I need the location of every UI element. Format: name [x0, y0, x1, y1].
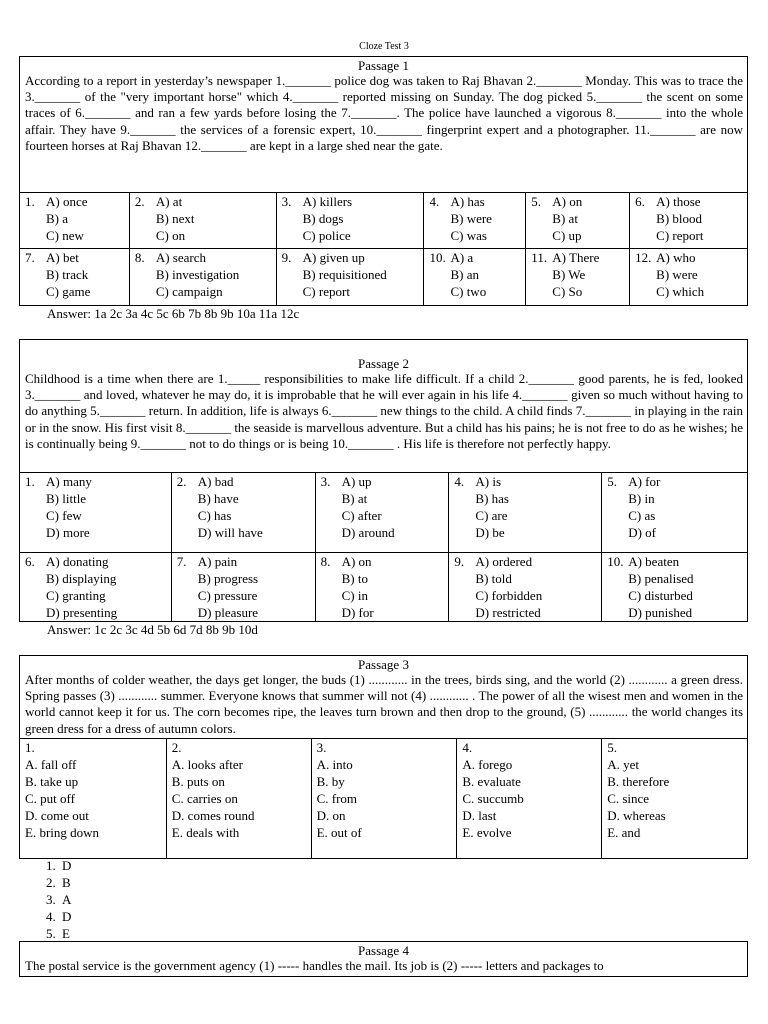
option-text: A) pain [197, 554, 238, 569]
option-text: C) game [46, 284, 91, 299]
answer-value: E [62, 926, 70, 941]
option-text: C. carries on [171, 791, 238, 806]
option-text: B. take up [25, 774, 79, 789]
question-number: 11. [531, 250, 548, 265]
options-row [20, 193, 748, 249]
question-number [25, 210, 46, 227]
option-text: E. out of [316, 825, 362, 840]
answer-number: 5. [46, 926, 56, 941]
option-text: E. deals with [171, 825, 240, 840]
option-text: B) has [475, 491, 509, 506]
question-options [424, 193, 526, 248]
question-number: 7. [176, 554, 187, 569]
question-number [531, 283, 552, 300]
question-number: 6. [25, 554, 35, 569]
question-number [25, 266, 46, 283]
question-number: 1. [25, 194, 35, 209]
question-number: 4. [429, 194, 440, 209]
passage-3-text: After months of colder weather, the days get longer, the buds (1) ............ in the trees, birds sing, and the world (2) ............ a green dress. Spring passes (3) ............ summer. Everyone knows that summer will not (4) ............ . The power of all the wisest men and women in the world cannot keep it for us. The corn becomes ripe, the leaves turn brown and then drop to the ground, (5) ............ the world changes its green dress for a dress of autumn colors. [25, 672, 743, 736]
question-options [20, 739, 167, 858]
option-text: C) on [155, 228, 186, 243]
option-text: B) penalised [628, 571, 694, 586]
question-number [607, 570, 628, 587]
option-text: A) those [656, 194, 701, 209]
question-number [531, 210, 552, 227]
option-text: A) who [656, 250, 696, 265]
option-text: D. come out [25, 808, 89, 823]
option-text: D. comes round [171, 808, 255, 823]
option-text: B. by [316, 774, 345, 789]
option-text: A) once [46, 194, 88, 209]
option-text: B) little [46, 491, 87, 506]
answer-item [46, 908, 71, 925]
question-number [454, 524, 475, 541]
option-text: B) requisitioned [302, 267, 387, 282]
answer-item [46, 874, 71, 891]
option-text: D) more [46, 525, 90, 540]
option-text: A) donating [46, 554, 109, 569]
question-options [602, 739, 748, 858]
passage-1-answer: Answer: 1a 2c 3a 4c 5c 6b 7b 8b 9b 10a 11a 12c [47, 306, 300, 321]
option-text: C) disturbed [628, 588, 693, 603]
option-text: B) We [552, 267, 586, 282]
question-number [607, 507, 628, 524]
question-number [135, 266, 156, 283]
question-number [429, 210, 450, 227]
question-number [177, 507, 198, 524]
option-text: A. yet [607, 757, 639, 772]
option-text: D) presenting [46, 605, 118, 620]
question-number: 2. [176, 474, 187, 489]
answer-value: A [62, 892, 72, 907]
option-text: B) told [475, 571, 512, 586]
option-text: B) a [46, 211, 69, 226]
question-number: 9. [281, 250, 292, 265]
option-text: B) an [450, 267, 479, 282]
option-text: C) up [552, 228, 582, 243]
passage-3-options [19, 738, 748, 859]
option-text: C. from [316, 791, 358, 806]
passage-2-answer: Answer: 1c 2c 3c 4d 5b 6d 7d 8b 9b 10d [47, 622, 258, 637]
option-text: C) police [302, 228, 351, 243]
question-number: 8. [134, 250, 145, 265]
option-text: A) is [475, 474, 502, 489]
option-text: A. into [316, 757, 353, 772]
option-text: C) has [197, 508, 232, 523]
question-number [177, 587, 198, 604]
passage-3-box [19, 655, 748, 739]
question-options [20, 193, 130, 248]
question-number [282, 227, 303, 244]
question-number [25, 490, 46, 507]
question-number [429, 227, 450, 244]
option-text: C) was [450, 228, 487, 243]
answer-value: D [62, 858, 72, 873]
question-number [25, 587, 46, 604]
question-options [20, 553, 172, 621]
option-text: D. last [462, 808, 497, 823]
option-text: A) bet [46, 250, 79, 265]
option-text: C. succumb [462, 791, 524, 806]
question-options [526, 249, 630, 305]
option-text: D) punished [628, 605, 693, 620]
question-number: 4. [454, 474, 465, 489]
option-text: B) to [341, 571, 368, 586]
question-options [312, 739, 458, 858]
question-options [457, 739, 602, 858]
question-number: 9. [454, 554, 465, 569]
question-number [177, 490, 198, 507]
question-options [130, 249, 277, 305]
option-text: D) around [341, 525, 395, 540]
passage-1-text: According to a report in yesterday’s newspaper 1._______ police dog was taken to Raj Bhavan 2._______ Monday. This was to trace the 3._______ of the "very important horse" which 4._______ reported missing on Sunday. The dog picked 5._______ the scent on some traces of 6._______ and ran a few yards before losing the 7._______. The police have launched a vigorous 8._______ into the whole affair. They have 9._______ the services of a forensic expert, 10._______ fingerprint expert and a photographer. 11._______ are now fourteen horses at Raj Bhavan 12._______ are kept in a large shed near the gate. [25, 73, 743, 153]
option-text: C) report [302, 284, 350, 299]
question-number [321, 604, 342, 621]
question-options [449, 473, 602, 552]
option-text: B) blood [656, 211, 703, 226]
question-number: 10. [429, 250, 446, 265]
question-number: 5. [531, 194, 542, 209]
passage-2-options [19, 472, 748, 622]
question-number: 1. [25, 474, 35, 489]
question-number [635, 266, 656, 283]
option-text: B. evaluate [462, 774, 521, 789]
answer-item [46, 925, 71, 942]
option-text: A) many [46, 474, 92, 489]
option-text: A) for [628, 474, 661, 489]
question-number [429, 283, 450, 300]
option-text: B) at [552, 211, 578, 226]
option-text: D. on [316, 808, 346, 823]
question-number [531, 266, 552, 283]
question-number: 2. [171, 740, 182, 755]
option-text: D) restricted [475, 605, 541, 620]
question-options [526, 193, 630, 248]
question-options [172, 553, 316, 621]
question-number: 12. [635, 250, 652, 265]
question-number [635, 210, 656, 227]
question-number [25, 524, 46, 541]
option-text: D) of [628, 525, 656, 540]
option-text: A) There [552, 250, 600, 265]
options-row [20, 739, 748, 859]
passage-2-text: Childhood is a time when there are 1._____ responsibilities to make life difficult. If a child 2._______ good parents, he is fed, looked 3._______ and loved, whatever he may do, it is improbable that he will ever again in his life 4._______ given so much without having to do anything 5._______ return. In addition, life is always 6._______ new things to the child. A child finds 7._______ in playing in the rain or in the snow. His first visit 8._______ the seaside is marvellous adventure. But a child has his pains; he is not free to do as he wishes; he is continually being 9._______ not to do things or is being 10._______ . His life is therefore not perfectly happy. [25, 371, 744, 451]
option-text: C) granting [46, 588, 106, 603]
passage-3-answers [46, 857, 71, 942]
question-number [135, 283, 156, 300]
option-text: D) for [341, 605, 374, 620]
answer-number: 4. [46, 909, 56, 924]
question-number [607, 490, 628, 507]
question-number [531, 227, 552, 244]
answer-item [46, 857, 71, 874]
option-text: D. whereas [607, 808, 666, 823]
question-options [424, 249, 526, 305]
option-text: C) in [341, 588, 368, 603]
option-text: D) pleasure [197, 605, 259, 620]
question-number [25, 227, 46, 244]
question-number: 10. [607, 554, 624, 569]
question-number [635, 283, 656, 300]
question-number [321, 524, 342, 541]
question-number [135, 227, 156, 244]
question-number [282, 210, 303, 227]
question-number [25, 507, 46, 524]
option-text: C) which [656, 284, 705, 299]
question-options [316, 553, 450, 621]
option-text: C) as [628, 508, 656, 523]
answer-number: 1. [46, 858, 56, 873]
question-options [167, 739, 312, 858]
question-number [177, 524, 198, 541]
question-number: 7. [25, 250, 35, 265]
answer-value: D [62, 909, 72, 924]
option-text: C) So [552, 284, 583, 299]
question-number [321, 490, 342, 507]
question-options [277, 249, 425, 305]
question-number [454, 507, 475, 524]
option-text: C) forbidden [475, 588, 543, 603]
question-number: 8. [320, 554, 331, 569]
question-options [172, 473, 316, 552]
answer-value: B [62, 875, 71, 890]
option-text: A. looks after [171, 757, 243, 772]
question-number [177, 570, 198, 587]
question-number [321, 587, 342, 604]
option-text: C. since [607, 791, 650, 806]
answer-item [46, 891, 71, 908]
question-number: 5. [607, 474, 617, 489]
question-number [177, 604, 198, 621]
question-number: 3. [320, 474, 331, 489]
question-number [607, 587, 628, 604]
option-text: B) were [656, 267, 698, 282]
answer-number: 3. [46, 892, 56, 907]
question-number [454, 604, 475, 621]
passage-4-box [19, 941, 748, 977]
options-row [20, 553, 748, 622]
passage-1-title: Passage 1 [358, 58, 409, 73]
option-text: B) progress [197, 571, 259, 586]
option-text: C) report [656, 228, 704, 243]
passage-1-box [19, 56, 748, 193]
answer-number: 2. [46, 875, 56, 890]
question-number [429, 266, 450, 283]
question-number [321, 507, 342, 524]
options-row [20, 473, 748, 553]
option-text: C) campaign [155, 284, 223, 299]
option-text: B) investigation [155, 267, 240, 282]
question-number: 5. [607, 740, 617, 755]
passage-4-title: Passage 4 [358, 943, 409, 958]
question-number [454, 490, 475, 507]
question-number: 3. [281, 194, 292, 209]
question-number: 6. [635, 194, 645, 209]
question-number [635, 227, 656, 244]
option-text: A) a [450, 250, 474, 265]
option-text: A) up [341, 474, 372, 489]
passage-4-text: The postal service is the government agency (1) ----- handles the mail. Its job is (2) ----- letters and packages to [25, 958, 604, 973]
passage-2-title: Passage 2 [358, 356, 409, 371]
option-text: A. forego [462, 757, 513, 772]
passage-2-box [19, 339, 748, 473]
passage-3-title: Passage 3 [358, 657, 409, 672]
option-text: C) few [46, 508, 82, 523]
option-text: C) two [450, 284, 487, 299]
option-text: E. bring down [25, 825, 100, 840]
question-options [630, 249, 748, 305]
question-options [277, 193, 425, 248]
question-options [630, 193, 748, 248]
option-text: A) bad [197, 474, 234, 489]
question-number [25, 570, 46, 587]
option-text: B) have [197, 491, 239, 506]
option-text: B) in [628, 491, 655, 506]
options-row [20, 249, 748, 306]
question-number: 4. [462, 740, 473, 755]
option-text: B) were [450, 211, 492, 226]
question-number [607, 524, 628, 541]
option-text: C. put off [25, 791, 75, 806]
option-text: A) given up [302, 250, 365, 265]
option-text: C) are [475, 508, 508, 523]
option-text: D) be [475, 525, 505, 540]
document-title: Cloze Test 3 [359, 41, 409, 52]
option-text: A) killers [302, 194, 353, 209]
option-text: B) at [341, 491, 368, 506]
option-text: E. and [607, 825, 641, 840]
question-number [135, 210, 156, 227]
question-number [321, 570, 342, 587]
question-number [282, 266, 303, 283]
option-text: A) search [155, 250, 207, 265]
question-options [20, 473, 172, 552]
option-text: A) on [552, 194, 583, 209]
question-options [602, 473, 748, 552]
question-options [449, 553, 602, 621]
question-options [130, 193, 277, 248]
option-text: C) after [341, 508, 382, 523]
option-text: B) displaying [46, 571, 117, 586]
question-number: 2. [134, 194, 145, 209]
option-text: C) pressure [197, 588, 258, 603]
question-options [316, 473, 450, 552]
option-text: A) beaten [628, 554, 680, 569]
question-options [602, 553, 748, 621]
option-text: B) track [46, 267, 89, 282]
option-text: A. fall off [25, 757, 77, 772]
option-text: B) dogs [302, 211, 344, 226]
option-text: E. evolve [462, 825, 512, 840]
question-number [607, 604, 628, 621]
option-text: A) at [155, 194, 183, 209]
option-text: A) ordered [475, 554, 533, 569]
question-options [20, 249, 130, 305]
option-text: D) will have [197, 525, 263, 540]
question-number: 1. [25, 740, 35, 755]
option-text: B. therefore [607, 774, 670, 789]
question-number [25, 283, 46, 300]
option-text: B) next [155, 211, 195, 226]
option-text: C) new [46, 228, 84, 243]
passage-1-options [19, 192, 748, 306]
question-number [282, 283, 303, 300]
question-number [25, 604, 46, 621]
option-text: A) has [450, 194, 485, 209]
question-number [454, 587, 475, 604]
question-number [454, 570, 475, 587]
option-text: B. puts on [171, 774, 225, 789]
option-text: A) on [341, 554, 372, 569]
question-number: 3. [316, 740, 327, 755]
